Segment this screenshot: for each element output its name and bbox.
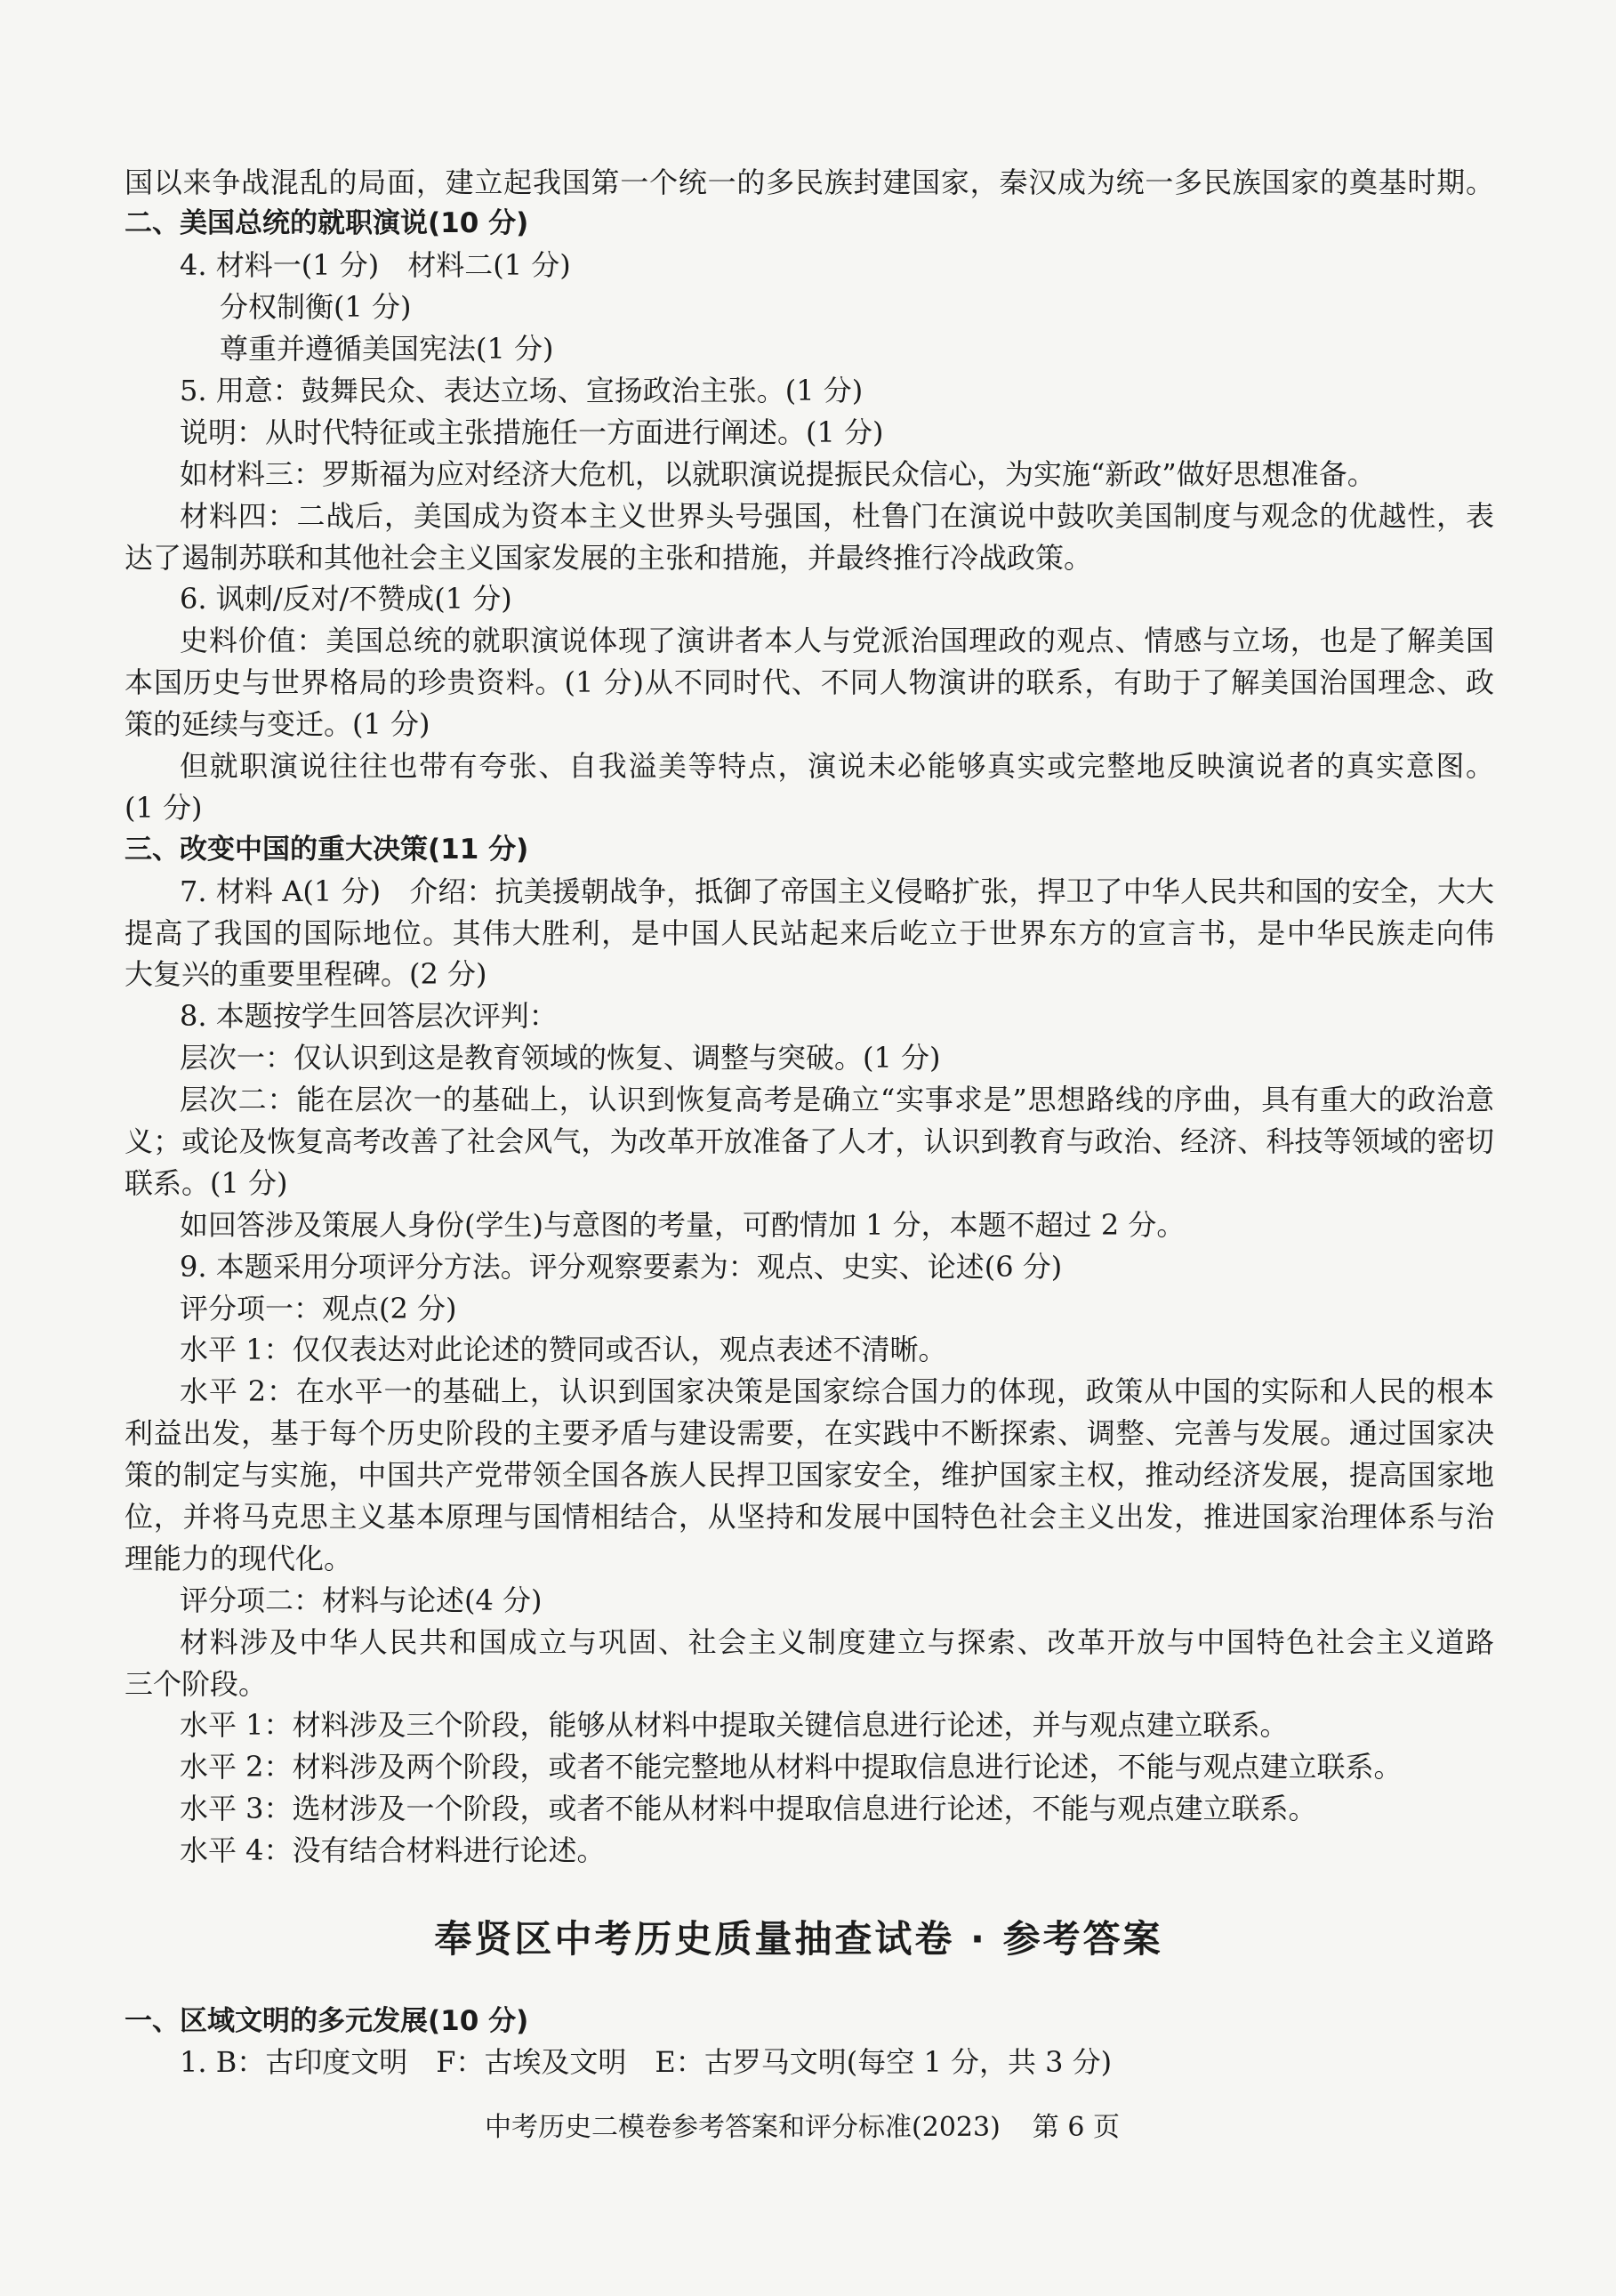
answer-line: 8. 本题按学生回答层次评判： bbox=[180, 999, 558, 1034]
answer-line: 材料涉及中华人民共和国成立与巩固、社会主义制度建立与探索、改革开放与中国特色社会主义道路 bbox=[180, 1624, 1494, 1659]
answer-line: 水平 2：在水平一的基础上，认识到国家决策是国家综合国力的体现，政策从中国的实际和人民的根本 bbox=[180, 1374, 1494, 1409]
answer-line: 大复兴的重要里程碑。(2 分) bbox=[125, 957, 487, 992]
answer-line: 层次一：仅认识到这是教育领域的恢复、调整与突破。(1 分) bbox=[180, 1041, 941, 1075]
page-number: 第 6 页 bbox=[1032, 2112, 1120, 2143]
answer-line: 提高了我国的国际地位。其伟大胜利，是中国人民站起来后屹立于世界东方的宣言书，是中华民族走向伟 bbox=[125, 915, 1494, 950]
answer-line: 如材料三：罗斯福为应对经济大危机，以就职演说提振民众信心，为实施“新政”做好思想准备。 bbox=[180, 456, 1376, 491]
answer-line: 本国历史与世界格局的珍贵资料。(1 分)从不同时代、不同人物演讲的联系，有助于了解美国治国理念、政 bbox=[125, 665, 1494, 700]
answer-line: 策的延续与变迁。(1 分) bbox=[125, 707, 430, 742]
answer-line: 材料四：二战后，美国成为资本主义世界头号强国，杜鲁门在演说中鼓吹美国制度与观念的优越性，表 bbox=[180, 498, 1494, 533]
section-heading: 三、改变中国的重大决策(11 分) bbox=[125, 833, 529, 866]
answer-line: 三个阶段。 bbox=[125, 1666, 268, 1701]
answer-line: 义；或论及恢复高考改善了社会风气，为改革开放准备了人才，认识到教育与政治、经济、科技等领域的密切 bbox=[125, 1124, 1494, 1158]
footer-label: 中考历史二模卷参考答案和评分标准(2023) bbox=[485, 2112, 1001, 2143]
answer-line: 6. 讽刺/反对/不赞成(1 分) bbox=[180, 582, 512, 616]
answer-line: (1 分) bbox=[125, 790, 203, 825]
answer-line: 层次二：能在层次一的基础上，认识到恢复高考是确立“实事求是”思想路线的序曲，具有重大的政治意 bbox=[180, 1083, 1494, 1117]
answer-line: 水平 1：仅仅表达对此论述的赞同或否认，观点表述不清晰。 bbox=[180, 1333, 947, 1367]
page-footer bbox=[125, 2110, 1480, 2146]
answer-line: 策的制定与实施，中国共产党带领全国各族人民捍卫国家安全，维护国家主权，推动经济发展，提高国家地 bbox=[125, 1458, 1494, 1493]
answer-line: 水平 2：材料涉及两个阶段，或者不能完整地从材料中提取信息进行论述，不能与观点建立联系。 bbox=[180, 1750, 1403, 1784]
answer-line: 如回答涉及策展人身份(学生)与意图的考量，可酌情加 1 分，本题不超过 2 分。 bbox=[180, 1207, 1186, 1242]
answer-line: 9. 本题采用分项评分方法。评分观察要素为：观点、史实、论述(6 分) bbox=[180, 1249, 1063, 1284]
fengxian-answers bbox=[125, 2001, 1494, 2084]
answer-line: 联系。(1 分) bbox=[125, 1165, 288, 1200]
answer-line: 分权制衡(1 分) bbox=[220, 290, 412, 325]
answer-line: 4. 材料一(1 分) 材料二(1 分) bbox=[180, 248, 571, 283]
answer-line: 但就职演说往往也带有夸张、自我溢美等特点，演说未必能够真实或完整地反映演说者的真实意图。 bbox=[180, 748, 1494, 783]
answer-line: 尊重并遵循美国宪法(1 分) bbox=[220, 332, 554, 367]
answer-line: 位，并将马克思主义基本原理与国情相结合，从坚持和发展中国特色社会主义出发，推进国家治理体系与治 bbox=[125, 1500, 1494, 1534]
answer-line: 1. B：古印度文明 F：古埃及文明 E：古罗马文明(每空 1 分，共 3 分) bbox=[180, 2045, 1113, 2080]
section-heading: 一、区域文明的多元发展(10 分) bbox=[125, 2004, 529, 2037]
answer-line: 水平 3：选材涉及一个阶段，或者不能从材料中提取信息进行论述，不能与观点建立联系。 bbox=[180, 1792, 1317, 1826]
answer-line: 理能力的现代化。 bbox=[125, 1541, 353, 1575]
answer-line: 说明：从时代特征或主张措施任一方面进行阐述。(1 分) bbox=[180, 415, 884, 449]
answer-line: 国以来争战混乱的局面，建立起我国第一个统一的多民族封建国家，秦汉成为统一多民族国家的奠基时期。 bbox=[125, 165, 1494, 199]
answer-line: 水平 4：没有结合材料进行论述。 bbox=[180, 1833, 606, 1868]
page-title: 奉贤区中考历史质量抽查试卷 · 参考答案 bbox=[434, 1917, 1163, 1961]
answer-line: 水平 1：材料涉及三个阶段，能够从材料中提取关键信息进行论述，并与观点建立联系。 bbox=[180, 1708, 1289, 1743]
answer-line: 5. 用意：鼓舞民众、表达立场、宣扬政治主张。(1 分) bbox=[180, 373, 864, 407]
answer-line: 利益出发，基于每个历史阶段的主要矛盾与建设需要，在实践中不断探索、调整、完善与发展。通过国家决 bbox=[125, 1416, 1494, 1451]
answer-line: 评分项二：材料与论述(4 分) bbox=[180, 1583, 543, 1617]
answer-line: 达了遏制苏联和其他社会主义国家发展的主张和措施，并最终推行冷战政策。 bbox=[125, 540, 1093, 575]
answer-line: 评分项一：观点(2 分) bbox=[180, 1291, 457, 1325]
answer-line: 7. 材料 A(1 分) 介绍：抗美援朝战争，抵御了帝国主义侵略扩张，捍卫了中华人民共和国的安全，大大 bbox=[180, 874, 1494, 908]
answer-body bbox=[125, 162, 1494, 1873]
answer-line: 史料价值：美国总统的就职演说体现了演讲者本人与党派治国理政的观点、情感与立场，也是了解美国 bbox=[180, 624, 1494, 658]
section-heading: 二、美国总统的就职演说(10 分) bbox=[125, 207, 529, 240]
